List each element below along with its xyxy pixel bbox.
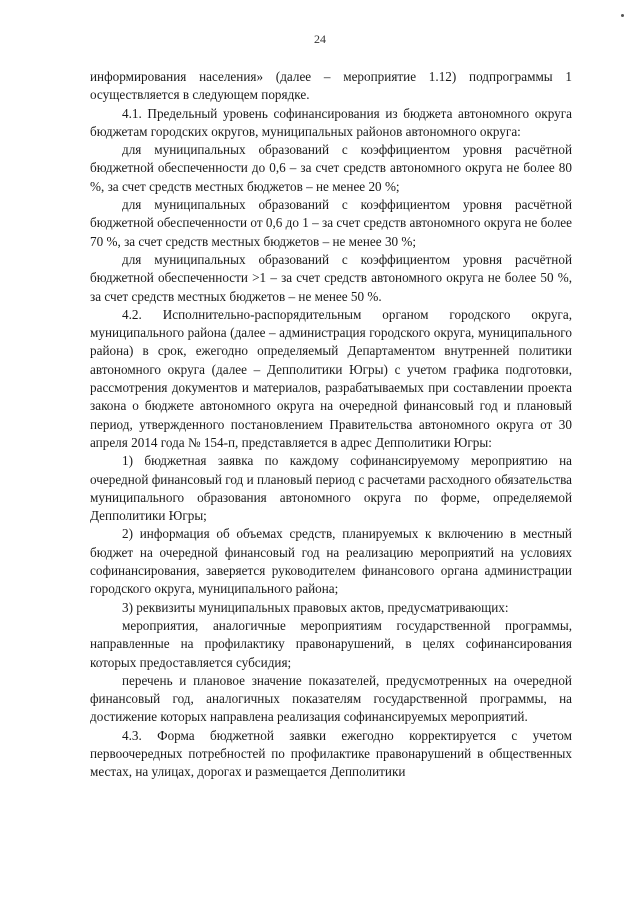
paragraph: для муниципальных образований с коэффициентом уровня расчётной бюджетной обеспеченности >1 – за счет средств автономного округа не более 50 %, за счет средств местных бюджетов – не менее 50 %. — [90, 251, 572, 304]
paragraph: 4.3. Форма бюджетной заявки ежегодно корректируется с учетом первоочередных потребностей по профилактике правонарушений в общественных местах, на улицах, дорогах и размещается Депполитики — [90, 727, 572, 780]
page-number: 24 — [314, 32, 326, 46]
paragraph: мероприятия, аналогичные мероприятиям государственной программы, направленные на профилактику правонарушений, в целях софинансирования которых предоставляется субсидия; — [90, 617, 572, 670]
paragraph: информирования населения» (далее – мероприятие 1.12) подпрограммы 1 осуществляется в следующем порядке. — [90, 69, 572, 103]
paragraph: для муниципальных образований с коэффициентом уровня расчётной бюджетной обеспеченности от 0,6 до 1 – за счет средств автономного округа не более 70 %, за счет средств местных бюджетов – не менее 30 %; — [90, 197, 573, 249]
scan-speck — [621, 14, 624, 17]
paragraph: для муниципальных образований с коэффициентом уровня расчётной бюджетной обеспеченности до 0,6 – за счет средств автономного округа не более 80 %, за счет средств местных бюджетов – не менее 20 %; — [90, 142, 572, 194]
paragraph: 2) информация об объемах средств, планируемых к включению в местный бюджет на очередной финансовый год на реализацию мероприятий на условиях софинансирования, заверяется руководителем финансового органа администрации городского округа, муниципального района; — [90, 526, 572, 597]
paragraph: 4.1. Предельный уровень софинансирования из бюджета автономного округа бюджетам городских округов, муниципальных районов автономного округа: — [90, 105, 572, 139]
paragraph: 1) бюджетная заявка по каждому софинансируемому мероприятию на очередной финансовый год и плановый период с расчетами расходного обязательства муниципального образования автономного округа по форме, определяемой Депполитики Югры; — [90, 453, 572, 524]
paragraph: перечень и плановое значение показателей, предусмотренных на очередной финансовый год, аналогичных показателям государственной программы, на достижение которых направлена реализация софинансируемых мероприятий. — [90, 672, 572, 725]
paragraph: 3) реквизиты муниципальных правовых актов, предусматривающих: — [122, 599, 509, 615]
paragraph: 4.2. Исполнительно-распорядительным органом городского округа, муниципального района (далее – администрация городского округа, муниципального района) в срок, ежегодно определяемый Департаментом внутренней политики автономного округа (далее – Депполитики Югры) с учетом графика подготовки, рассмотрения документов и материалов, разрабатываемых при составлении проекта закона о бюджете автономного округа на очередной финансовый год и плановый период, утвержденного постановлением Правительства автономного округа от 30 апреля 2014 года № 154-п, представляется в адрес Депполитики Югры: — [90, 306, 572, 450]
document-body — [90, 68, 572, 782]
